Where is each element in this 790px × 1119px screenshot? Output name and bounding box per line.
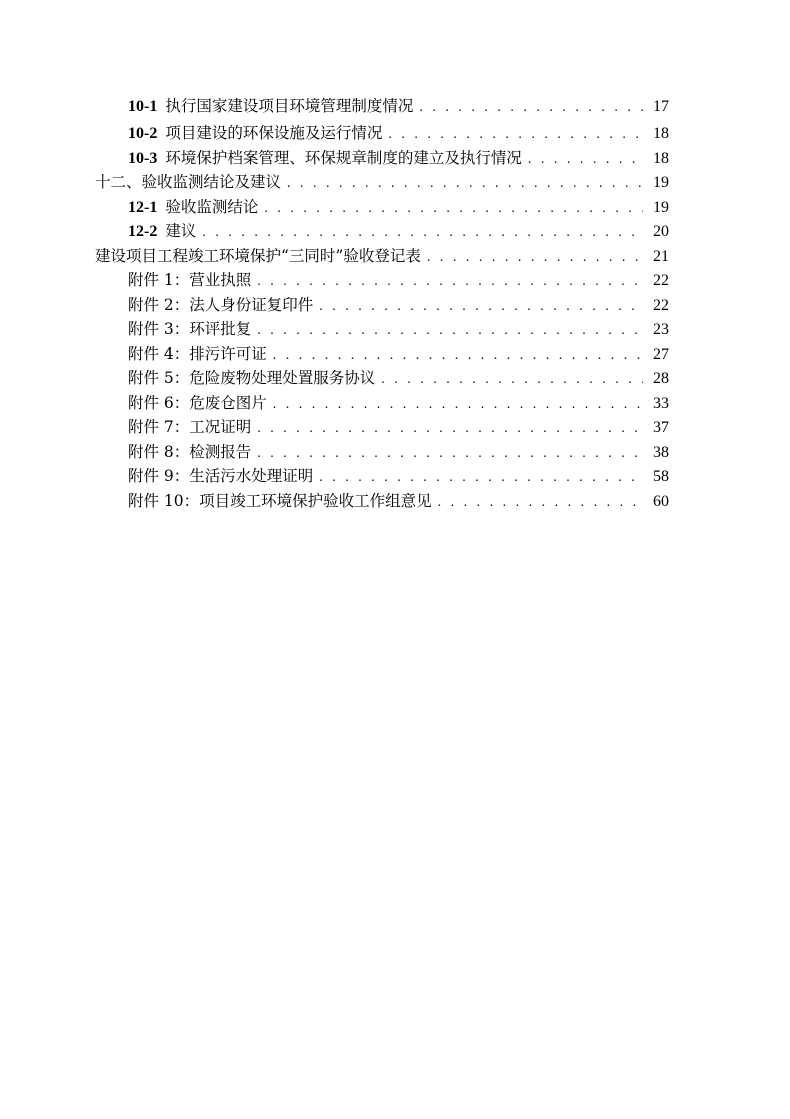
toc-entry-page: 17	[653, 98, 669, 115]
toc-leader-dots	[319, 466, 643, 490]
toc-entry-page: 23	[653, 321, 669, 338]
toc-entry-title: 环境保护档案管理、环保规章制度的建立及执行情况	[165, 149, 522, 167]
toc-leader-dots	[287, 172, 643, 196]
toc-entry-page: 20	[653, 223, 669, 240]
toc-leader-dots	[257, 270, 643, 294]
toc-entry-page: 18	[653, 150, 669, 167]
toc-entry[interactable]	[128, 342, 669, 366]
toc-entry-title: 附件 3：环评批复	[128, 320, 252, 338]
toc-leader-dots	[438, 491, 643, 515]
toc-leader-dots	[273, 344, 643, 368]
toc-entry-page: 37	[653, 419, 669, 436]
toc-entry-page: 21	[653, 248, 669, 265]
toc-entry[interactable]	[128, 94, 669, 118]
toc-entry-number: 12-2	[128, 223, 158, 240]
toc-entry-page: 18	[653, 125, 669, 142]
toc-leader-dots	[264, 197, 643, 221]
toc-entry-title: 附件 1：营业执照	[128, 271, 252, 289]
toc-entry[interactable]	[128, 195, 669, 219]
toc-entry[interactable]	[95, 170, 669, 194]
toc-leader-dots	[381, 368, 643, 392]
toc-entry-title: 项目建设的环保设施及运行情况	[165, 124, 383, 142]
toc-leader-dots	[419, 96, 643, 120]
toc-entry-title: 建议	[165, 222, 197, 240]
toc-entry[interactable]	[128, 146, 669, 170]
toc-entry[interactable]	[128, 317, 669, 341]
toc-entry-title: 附件 9：生活污水处理证明	[128, 467, 314, 485]
toc-entry[interactable]	[95, 244, 669, 268]
toc-entry[interactable]	[128, 440, 669, 464]
toc-entry-page: 22	[653, 272, 669, 289]
toc-entry[interactable]	[128, 268, 669, 292]
toc-entry-page: 33	[653, 395, 669, 412]
toc-entry-title: 附件 5：危险废物处理处置服务协议	[128, 369, 376, 387]
toc-entry-title: 建设项目工程竣工环境保护“三同时”验收登记表	[95, 247, 421, 265]
toc-entry-page: 22	[653, 297, 669, 314]
toc-leader-dots	[319, 295, 643, 319]
toc-entry-title: 附件 6：危废仓图片	[128, 394, 267, 412]
toc-entry-page: 27	[653, 346, 669, 363]
toc-entry-number: 12-1	[128, 199, 158, 216]
toc-entry-number: 10-2	[128, 125, 158, 142]
toc-entry[interactable]	[128, 464, 669, 488]
toc-entry-title: 附件 2：法人身份证复印件	[128, 296, 314, 314]
toc-entry-number: 10-3	[128, 150, 158, 167]
toc-entry-title: 十二、验收监测结论及建议	[95, 173, 282, 191]
toc-entry-page: 28	[653, 370, 669, 387]
toc-entry[interactable]	[128, 366, 669, 390]
toc-entry[interactable]	[128, 293, 669, 317]
toc-entry-number: 10-1	[128, 98, 158, 115]
toc-leader-dots	[273, 393, 643, 417]
toc-entry-page: 19	[653, 199, 669, 216]
toc-entry[interactable]	[128, 391, 669, 415]
toc-entry-title: 附件 7：工况证明	[128, 418, 252, 436]
toc-entry-title: 附件 8：检测报告	[128, 443, 252, 461]
toc-entry-title: 验收监测结论	[165, 198, 259, 216]
toc-leader-dots	[528, 148, 643, 172]
toc-entry-title: 执行国家建设项目环境管理制度情况	[165, 97, 414, 115]
toc-leader-dots	[427, 246, 643, 270]
toc-leader-dots	[202, 221, 643, 245]
toc-leader-dots	[257, 417, 643, 441]
toc-entry-title: 附件 10：项目竣工环境保护验收工作组意见	[128, 492, 432, 510]
toc-entry[interactable]	[128, 415, 669, 439]
toc-entry-page: 58	[653, 468, 669, 485]
toc-entry-page: 38	[653, 444, 669, 461]
toc-leader-dots	[388, 123, 643, 147]
toc-entry[interactable]	[128, 219, 669, 243]
toc-leader-dots	[257, 319, 643, 343]
toc-entry-page: 60	[653, 493, 669, 510]
toc-leader-dots	[257, 442, 643, 466]
toc-entry[interactable]	[128, 489, 669, 513]
toc-entry-title: 附件 4：排污许可证	[128, 345, 267, 363]
toc-entry-page: 19	[653, 174, 669, 191]
toc-entry[interactable]	[128, 121, 669, 145]
